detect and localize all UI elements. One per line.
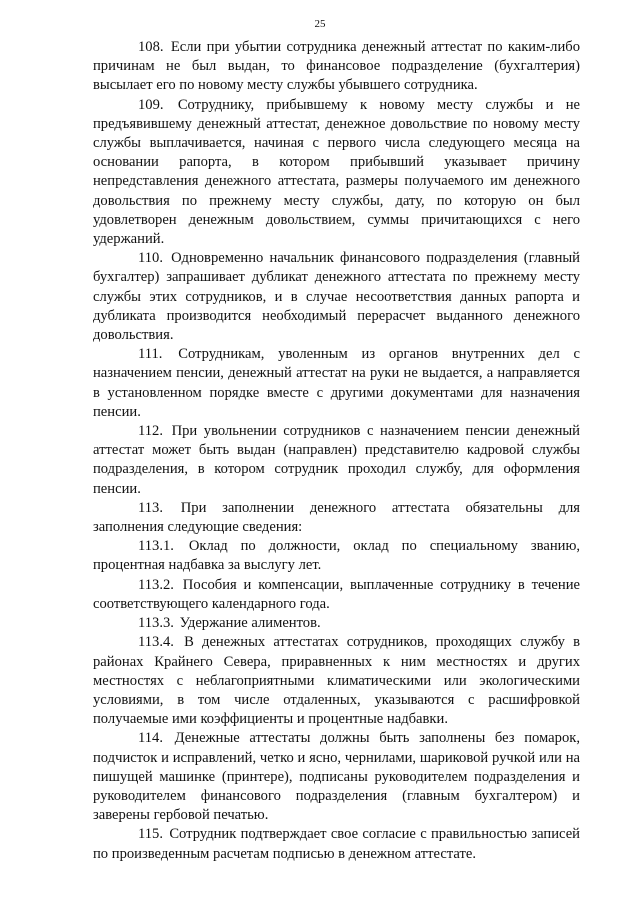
paragraph-number: 112. — [138, 423, 163, 440]
paragraph-112 — [93, 422, 580, 499]
paragraph-113 — [93, 499, 580, 537]
paragraph-number: 110. — [138, 250, 163, 267]
paragraph-number: 113.2. — [138, 576, 174, 593]
paragraph-text: Сотрудникам, уволенным из органов внутренних дел с назначением пенсии, денежный аттестат на руки не выдается, а направляется в установленном порядке вместе с другими документами для назначения пенсии. — [93, 346, 580, 420]
paragraph-113-3 — [93, 614, 580, 633]
paragraph-text: В денежных аттестатах сотрудников, проходящих службу в районах Крайнего Севера, приравненных к ним местностях и других местностях с неблагоприятными климатическими или экологическими условиями, в том числе отдаленных, указываются с расшифровкой получаемые ими коэффициенты и процентные надбавки. — [93, 634, 580, 728]
paragraph-text: При увольнении сотрудников с назначением пенсии денежный аттестат может быть выдан (направлен) представителю кадровой службы подразделения, в котором сотрудник проходил службу, для оформления пенсии. — [93, 423, 580, 497]
paragraph-number: 109. — [138, 96, 164, 113]
paragraph-number: 115. — [138, 826, 163, 843]
paragraph-text: Сотруднику, прибывшему к новому месту службы и не предъявившему денежный аттестат, денежное довольствие по новому месту службы выплачивается, начиная с первого числа следующего месяца на основании рапорта, в котором прибывший указывает причину непредставления денежного аттестата, размеры получаемого им денежного довольствия по прежнему месту службы, дату, по которую он был удовлетворен денежным довольствием, суммы причитающихся с него удержаний. — [93, 96, 580, 248]
paragraph-number: 113.4. — [138, 634, 174, 651]
page-number: 25 — [314, 18, 326, 30]
paragraph-number: 114. — [138, 730, 163, 747]
paragraph-109 — [93, 96, 580, 250]
paragraph-108 — [93, 38, 580, 96]
paragraph-110 — [93, 249, 580, 345]
paragraph-text: Оклад по должности, оклад по специальному званию, процентная надбавка за выслугу лет. — [93, 538, 580, 574]
paragraph-text: Если при убытии сотрудника денежный аттестат по каким-либо причинам не был выдан, то финансовое подразделение (бухгалтерия) высылает его по новому месту службы убывшего сотрудника. — [93, 39, 581, 94]
paragraph-111 — [93, 345, 580, 422]
paragraph-113-4 — [93, 633, 580, 729]
paragraph-text: Пособия и компенсации, выплаченные сотруднику в течение соответствующего календарного года. — [93, 576, 580, 612]
paragraph-text: Сотрудник подтверждает свое согласие с правильностью записей по произведенным расчетам подписью в денежном аттестате. — [93, 826, 580, 862]
paragraph-113-2 — [93, 576, 580, 614]
paragraph-text: Удержание алиментов. — [179, 615, 321, 632]
paragraph-number: 113.1. — [138, 538, 174, 555]
paragraph-text: Денежные аттестаты должны быть заполнены без помарок, подчисток и исправлений, четко и ясно, чернилами, шариковой ручкой или на пишущей машинке (принтере), подписаны руководителем подразделения и руководителем финансового подразделения (главным бухгалтером) и заверены гербовой печатью. — [93, 730, 580, 824]
paragraph-114 — [93, 729, 580, 825]
paragraph-113-1 — [93, 537, 580, 575]
paragraph-number: 108. — [138, 39, 164, 55]
paragraph-text: При заполнении денежного аттестата обязательны для заполнения следующие сведения: — [93, 499, 580, 536]
paragraph-number: 111. — [138, 346, 163, 363]
paragraph-115 — [93, 825, 580, 863]
paragraph-text: Одновременно начальник финансового подразделения (главный бухгалтер) запрашивает дубликат денежного аттестата по прежнему месту службы этих сотрудников, и в случае несоответствия данных рапорта и дубликата производится необходимый перерасчет выданного денежного довольствия. — [93, 250, 580, 344]
document-body — [93, 38, 580, 864]
paragraph-number: 113. — [138, 499, 163, 516]
paragraph-number: 113.3. — [138, 615, 174, 632]
